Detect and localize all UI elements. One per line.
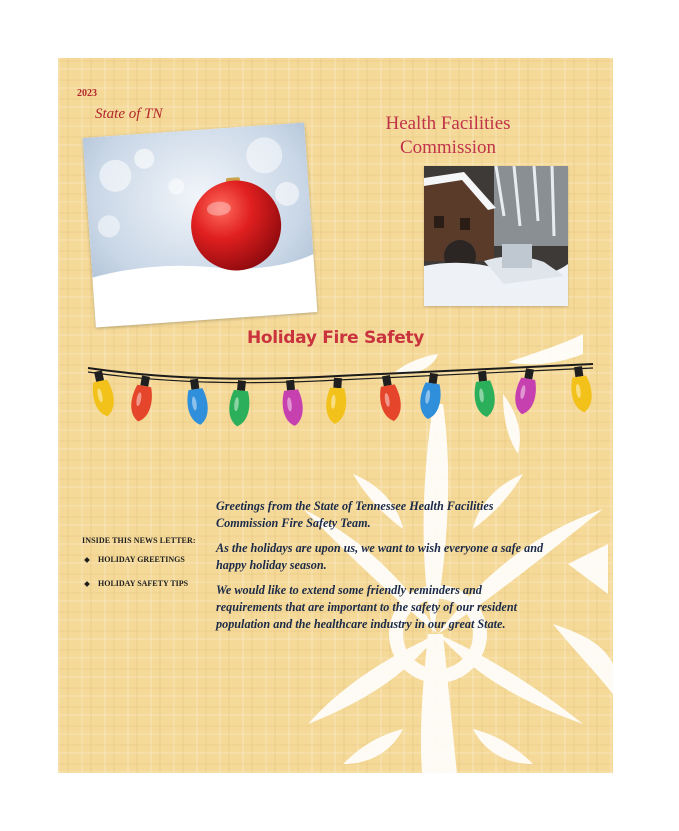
commission-title-line2: Commission (399, 137, 497, 158)
light-bulb-icon (418, 372, 444, 420)
newsletter-title: Holiday Fire Safety (246, 328, 425, 348)
light-bulb-icon (227, 380, 251, 428)
light-bulb-icon (184, 378, 210, 426)
inside-heading: INSIDE THIS NEWS LETTER: (82, 536, 196, 545)
light-bulb-icon (88, 369, 117, 418)
snowy-mill-photo (424, 166, 568, 306)
commission-title-line1: Health Facilities (385, 113, 511, 134)
christmas-lights-garland (78, 354, 598, 442)
light-bulb-icon (128, 374, 155, 423)
inside-item-holiday-greetings (82, 555, 227, 564)
inside-item-label: HOLIDAY SAFETY TIPS (98, 579, 189, 588)
light-bulb-icon (568, 365, 594, 413)
light-bulb-icon (280, 379, 304, 427)
greeting-text (216, 498, 546, 641)
red-ornament-photo (83, 122, 318, 327)
diamond-bullet-icon (84, 557, 90, 563)
greeting-paragraph: Greetings from the State of Tennessee Health Facilities Commission Fire Safety Team. (216, 499, 494, 530)
greeting-paragraph: We would like to extend some friendly reminders and requirements that are important to the safety of our resident population and the healthcare industry in our great State. (216, 583, 517, 631)
newsletter-page (58, 58, 613, 773)
light-bulb-icon (325, 377, 348, 424)
light-bulb-icon (376, 374, 403, 423)
light-bulb-icon (472, 370, 496, 418)
inside-item-holiday-safety-tips (82, 579, 227, 588)
greeting-paragraph: As the holidays are upon us, we want to wish everyone a safe and happy holiday season. (216, 541, 544, 572)
inside-item-label: HOLIDAY GREETINGS (98, 555, 185, 564)
state-label: State of TN (95, 106, 163, 122)
commission-title (358, 112, 538, 160)
light-bulb-icon (512, 367, 539, 416)
inside-this-newsletter (82, 536, 227, 603)
issue-year: 2023 (77, 88, 97, 99)
diamond-bullet-icon (84, 581, 90, 587)
